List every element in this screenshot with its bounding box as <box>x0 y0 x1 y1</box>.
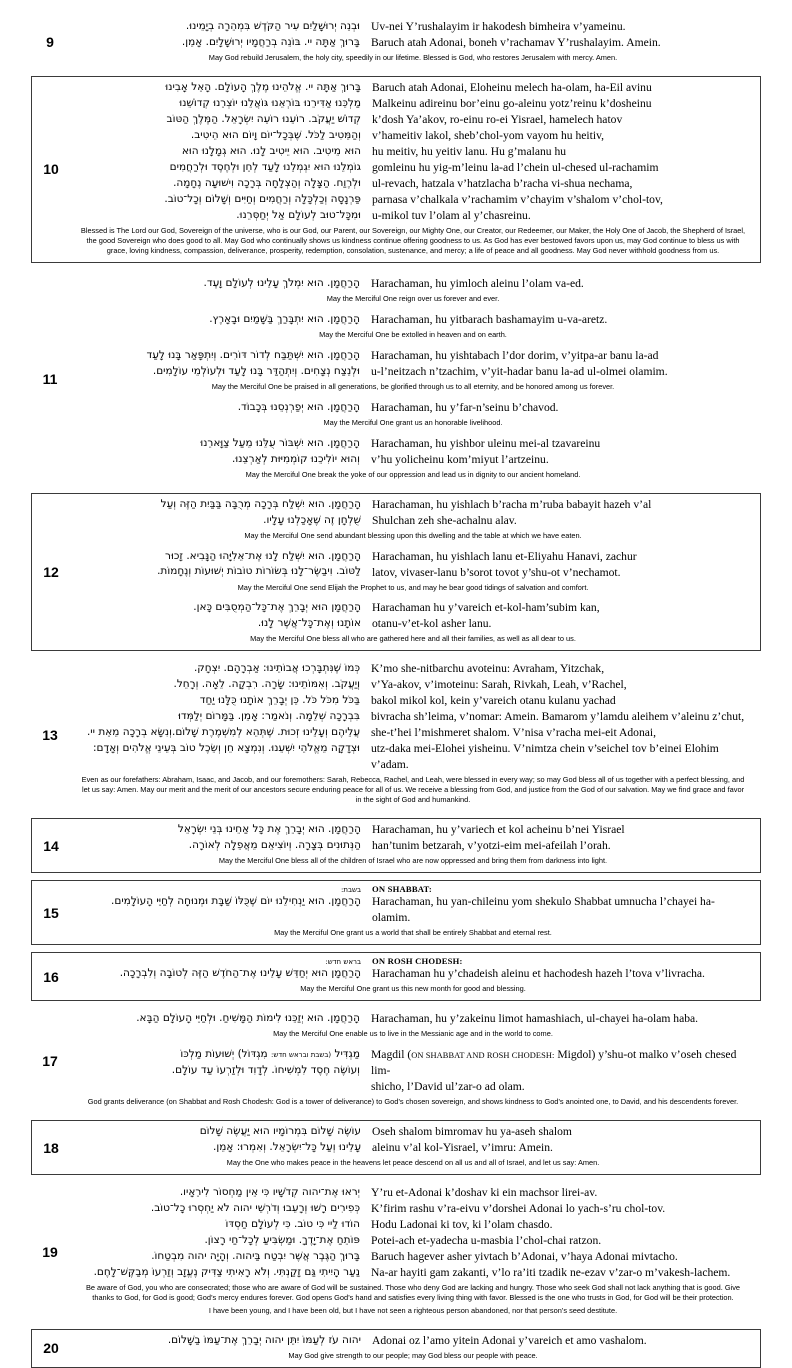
english-translation: Be aware of God, you who are consecrated; those who are aware of God will be sustained. Those who deny God are lacking and hungry. Those who seek God shall not lack anything that is good. Give thanks to God, for God is good; God’s mercy endures forever. God opens God’s hand and satisfies every living thing with favor. Blessed is the one who trusts in God, for God will be their protection. <box>85 1282 741 1302</box>
section-14-body <box>70 819 760 872</box>
bilingual-block <box>69 661 757 773</box>
transliteration-text <box>370 1333 756 1349</box>
hebrew-line: בַּכֹּל מִכֹּל כֹּל. כֵּן יְבָרֵךְ אוֹתָנוּ כֻּלָּנוּ יַחַד <box>199 694 360 707</box>
hebrew-line: פּוֹתֵחַ אֶת־יָדֶךָ. וּמַשְׂבִּיעַ לְכָל־חַי רָצוֹן. <box>204 1233 360 1246</box>
english-translation: May the Merciful One grant us this new month for good and blessing. <box>300 984 526 994</box>
translit-line: v’adam. <box>371 758 409 772</box>
english-translation: May the Merciful One reign over us forever and ever. <box>326 293 500 303</box>
hebrew-line: וּלְרֶוַח. הַצָּלָה וְהַצְלָחָה בְּרָכָה וִישׁוּעָה נֶחָמָה. <box>173 176 361 189</box>
magdil-hebrew-word: מַגְדִּיל <box>334 1048 360 1061</box>
section-9-body <box>69 16 761 69</box>
hebrew-line: בָּרוּךְ אַתָּה יי. בּוֹנֵה בְרַחֲמָיו יְרוּשָׁלָיִם. אָמֵן. <box>181 35 360 48</box>
hebrew-line: וְיַעֲקֹב. וְאִמּוֹתֵינוּ: שָׂרָה. רִבְקָה. לֵאָה. וְרָחֵל. <box>173 678 360 691</box>
section-15 <box>31 880 761 945</box>
hebrew-text <box>69 400 369 416</box>
translit-line: K’firim rashu v’ra-eivu v’dorshei Adonai lo yach-s’ru chol-tov. <box>371 1202 666 1215</box>
translit-line: Shulchan zeh she-achalnu alav. <box>372 513 517 527</box>
hebrew-line: בִּבְרָכָה שְׁלֵמָה. וְנֹאמַר: אָמֵן. בַּמָּרוֹם יְלַמְּדוּ <box>178 710 360 723</box>
spacer <box>0 1113 792 1120</box>
bilingual-block <box>70 497 756 529</box>
hebrew-text <box>69 1185 369 1281</box>
hebrew-line: שֻׁלְחָן זֶה שֶׁאָכַלְנוּ עָלָיו. <box>263 513 361 526</box>
hebrew-line: הָרַחֲמָן. הוּא יְפַרְנְסֵנוּ בְּכָבוֹד. <box>237 400 360 413</box>
translit-line: Harachaman, hu y’variech et kol acheinu b’nei Yisrael <box>372 823 625 837</box>
translit-line: bakol mikol kol, kein y’vareich otanu kulanu yachad <box>371 694 616 708</box>
section-17-body <box>69 1008 761 1113</box>
bilingual-block <box>69 348 757 380</box>
english-translation: May the Merciful One break the yoke of our oppression and lead us in dignity to our ancient homeland. <box>245 469 581 479</box>
english-translation: May the Merciful One grant us an honorable livelihood. <box>323 417 503 427</box>
translit-line: Adonai oz l’amo yitein Adonai y’vareich et amo vashalom. <box>372 1333 647 1347</box>
translit-line-magdil <box>371 1047 757 1079</box>
spacer <box>0 651 792 658</box>
translit-line: hu meitiv, hu yeitiv lanu. Hu g’malanu hu <box>372 144 567 158</box>
translit-line: parnasa v’chalkala v’rachamim v’chayim v’shalom v’chol-tov, <box>372 192 663 206</box>
translit-line: u-mikol tuv l’olam al y’chasreinu. <box>372 208 531 222</box>
rubric-hebrew: בראש חדש: <box>325 958 361 967</box>
english-translation: May the Merciful One bless all who are gathered here and all their families, as well as all dear to us. <box>250 634 576 644</box>
magdil-translit-pre: Magdil ( <box>371 1048 412 1062</box>
bilingual-block <box>70 1124 756 1156</box>
hebrew-line: הָרַחֲמָן הוּא יְבָרֵךְ אֶת־כָּל־הַמְסֻבִּים כָּאן. <box>193 601 361 614</box>
translit-line: Harachaman, hu yishbor uleinu mei-al tzavareinu <box>371 436 601 450</box>
translit-line: ul-revach, hatzala v’hatzlacha b’racha vi-shua nechama, <box>372 176 633 190</box>
transliteration-text <box>370 1124 756 1156</box>
english-translation: May God give strength to our people; may God bless our people with peace. <box>288 1350 538 1360</box>
hebrew-line: בָּרוּךְ הַגֶּבֶר אֲשֶׁר יִבְטַח בַּיהוה. וְהָיָה יהוה מִבְטַחוֹ. <box>151 1249 360 1262</box>
english-translation: May the One who makes peace in the heavens let peace descend on all us and all of Israel, and let us say: Amen. <box>226 1158 600 1168</box>
section-number-17: 17 <box>42 1052 58 1069</box>
translit-line: aleinu v’al kol-Yisrael, v’imru: Amein. <box>372 1141 553 1155</box>
translit-line: Y’ru et-Adonai k’doshav ki ein machsor lirei-av. <box>371 1186 598 1200</box>
hebrew-line: הָרַחֲמָן. הוּא יְבָרֵךְ אֶת כָּל אַחֵינוּ בְּנֵי יִשְׂרָאֵל <box>177 823 361 836</box>
translit-line: Malkeinu adireinu bor’einu go-aleinu yotz’reinu k’dosheinu <box>372 96 652 110</box>
transliteration-text <box>369 1011 757 1027</box>
hebrew-text <box>70 549 370 581</box>
translit-line: Na-ar hayiti gam zakanti, v’lo ra’iti tzadik ne-ezav v’zar-o m’vakesh-lachem. <box>371 1265 731 1279</box>
english-translation: Blessed is The Lord our God, Sovereign of the universe, who is our God, our Parent, our Sovereign, our Mighty One, our Creator, our Redeemer, our Maker, the Holy One of Jacob, the Shepherd of Israel, the good Sovereign who does good to all. May God who continually shows us kindness continue offering goodness to us. As God has ever bestowed favors upon us, may God continue to bless us with grace, loving kindness, compassion, deliverance, prosperity, redemption, consolation, sustenance, and mercy; a life of peace and all goodness. May God never withhold goodness from us. <box>80 225 746 255</box>
section-17 <box>31 1008 761 1113</box>
section-9 <box>31 16 761 69</box>
hebrew-line-magdil <box>69 1047 360 1063</box>
transliteration-text <box>369 19 757 51</box>
hebrew-text <box>69 661 369 757</box>
hebrew-line: הָרַחֲמָן. הוּא יִתְבָּרַךְ בַּשָּׁמַיִם וּבָאָרֶץ. <box>209 312 360 325</box>
transliteration-text <box>370 549 756 581</box>
magdil-hebrew-alt: מִגְדּוֹל) <box>237 1048 268 1061</box>
translit-line: v’hu yolicheinu kom’miyut l’artzeinu. <box>371 452 549 466</box>
section-11-body <box>69 273 761 486</box>
english-translation: May the Merciful One be extolled in heaven and on earth. <box>319 329 507 339</box>
bilingual-block <box>69 19 757 51</box>
magdil-hebrew-rubric: (בשבת ובראש חדש: <box>271 1051 332 1060</box>
hebrew-line: וּצְדָקָה מֵאֱלֹהֵי יִשְׁעֵנוּ. וְנִמְצָא חֵן וְשֵׂכֶל טוֹב בְּעֵינֵי אֱלֹהִים וְאָדָם: <box>92 742 360 755</box>
translit-line: v’Ya-akov, v’imoteinu: Sarah, Rivkah, Leah, v’Rachel, <box>371 678 627 692</box>
translit-line: Harachaman hu y’vareich et-kol-ham’subim kan, <box>372 601 600 615</box>
translit-line: k’dosh Ya’akov, ro-einu ro-ei Yisrael, hamelech hatov <box>372 112 623 126</box>
section-19-body <box>69 1182 761 1322</box>
hebrew-line: וּמִכָּל־טוּב לְעוֹלָם אַל יְחַסְּרֵנוּ. <box>236 208 361 221</box>
section-number-20: 20 <box>43 1340 59 1357</box>
translit-line: han’tunim betzarah, v’yotzi-eim mei-afeilah l’orah. <box>372 839 611 853</box>
hebrew-line: וְהוּא יוֹלִיכֵנוּ קוֹמְמִיּוּת לְאַרְצֵנוּ. <box>232 452 360 465</box>
section-number-19: 19 <box>42 1243 58 1260</box>
hebrew-line: הָרַחֲמָן. הוּא יְזַכֵּנוּ לִימוֹת הַמָּשִׁיחַ. וּלְחַיֵּי הָעוֹלָם הַבָּא. <box>136 1012 360 1025</box>
english-translation: May the Merciful One send abundant blessing upon this dwelling and the table at which we have eaten. <box>244 530 582 540</box>
transliteration-text <box>369 312 757 328</box>
section-10-body <box>70 77 760 262</box>
spacer <box>0 1175 792 1182</box>
spacer <box>0 873 792 880</box>
english-translation: Even as our forefathers: Abraham, Isaac, and Jacob, and our foremothers: Sarah, Rebecca, Rachel, and Leah, were blessed in every way; so may God bless all of us together with a perfect blessing, and let us say: Amen. May our merit and the merit of our ancestors secure enduring peace for all of us. We receive a blessing from God, and justice from the God of our salvation. May we find grace and favor in the sight of God and humankind. <box>81 775 745 805</box>
transliteration-text <box>370 600 756 632</box>
bilingual-block <box>70 966 756 982</box>
hebrew-line: נַעַר הָיִיתִי גַּם זָקַנְתִּי. וְלֹא רָאִיתִי צַדִּיק נֶעֱזָב וְזַרְעוֹ מְבַקֶּשׁ־לָחֶם. <box>93 1265 360 1278</box>
transliteration-text <box>369 400 757 416</box>
hebrew-text <box>69 348 369 380</box>
magdil-translit-rest: Migdol) y’shu-ot malko v’oseh chesed lim- <box>371 1048 737 1078</box>
hebrew-text <box>69 19 369 51</box>
hebrew-line: כְּפִירִים רָשׁוּ וְרָעֵבוּ וְדֹרְשֵׁי יהוה לֹא יַחְסְרוּ כָל־טוֹב. <box>150 1201 360 1214</box>
hebrew-line: פַּרְנָסָה וְכַלְכָּלָה וְרַחֲמִים וְחַיִּים וְשָׁלוֹם וְכָל־טוֹב. <box>164 192 361 205</box>
translit-line: Harachaman, hu y’zakeinu limot hamashiach, ul-chayei ha-olam haba. <box>371 1012 699 1026</box>
translit-line: Harachaman, hu y’far-n’seinu b’chavod. <box>371 400 559 414</box>
hebrew-line: וְהַמֵּטִיב לַכֹּל. שֶׁבְּכָל־יוֹם וָיוֹם הוּא הֵיטִיב. <box>190 128 361 141</box>
bilingual-block <box>69 400 757 416</box>
hebrew-line: עָלֵינוּ וְעַל כָּל־יִשְׂרָאֵל. וְאִמְרוּ: אָמֵן. <box>213 1141 361 1154</box>
section-number-18: 18 <box>43 1139 59 1156</box>
hebrew-line: וּבְנֵה יְרוּשָׁלַיִם עִיר הַקֹּדֶשׁ בִּמְהֵרָה בְיָמֵינוּ. <box>185 20 360 32</box>
translit-line: olamim. <box>372 911 411 925</box>
hebrew-text <box>70 966 370 982</box>
translit-line: Harachaman, hu yimloch aleinu l’olam va-ed. <box>371 276 584 290</box>
section-14 <box>31 818 761 873</box>
translit-line: Potei-ach et-yadecha u-masbia l’chol-chai ratzon. <box>371 1233 602 1247</box>
section-20-body <box>70 1330 760 1367</box>
hebrew-line: הוֹדוּ לַיי כִּי טוֹב. כִּי לְעוֹלָם חַסְדּוֹ <box>225 1217 360 1230</box>
translit-line: K’mo she-nitbarchu avoteinu: Avraham, Yitzchak, <box>371 662 605 676</box>
translit-line: Hodu Ladonai ki tov, ki l’olam chasdo. <box>371 1217 553 1231</box>
bilingual-block-magdil <box>69 1047 757 1095</box>
transliteration-text <box>370 894 756 926</box>
transliteration-text <box>369 1185 757 1281</box>
hebrew-line: אוֹתָנוּ וְאֶת־כָּל־אֲשֶׁר לָנוּ. <box>257 617 361 630</box>
hebrew-text <box>70 600 370 632</box>
translit-line: Harachaman, hu yishtabach l’dor dorim, v’yitpa-ar banu la-ad <box>371 348 659 362</box>
translit-line: v’hameitiv lakol, sheb’chol-yom vayom hu heitiv, <box>372 128 605 142</box>
section-16 <box>31 952 761 1001</box>
hebrew-line: הָרַחֲמָן. הוּא יִשְׁלַח לָנוּ אֶת־אֵלִיָּהוּ הַנָּבִיא. זָכוּר <box>165 549 361 562</box>
rubric-hebrew: בשבת: <box>340 886 361 895</box>
hebrew-line: וְעוֹשֶׂה חֶסֶד לִמְשִׁיחוֹ. לְדָוִד וּלְזַרְעוֹ עַד עוֹלָם. <box>171 1064 360 1077</box>
translit-line: Harachaman, hu yishlach lanu et-Eliyahu Hanavi, zachur <box>372 549 637 563</box>
hebrew-text <box>70 80 370 224</box>
translit-line: Harachaman, hu yitbarach bashamayim u-va-aretz. <box>371 312 608 326</box>
rubric-english: ON SHABBAT: <box>372 884 432 895</box>
hebrew-line: הָרַחֲמָן. הוּא יִמְלֹךְ עָלֵינוּ לְעוֹלָם וָעֶד. <box>203 276 360 289</box>
translit-line: latov, vivaser-lanu b’sorot tovot y’shu-ot v’nechamot. <box>372 565 621 579</box>
bilingual-block <box>70 822 756 854</box>
section-19 <box>31 1182 761 1322</box>
hebrew-text <box>69 276 369 292</box>
section-13 <box>31 658 761 811</box>
spacer <box>0 69 792 76</box>
hebrew-text <box>70 1124 370 1156</box>
hebrew-line: וּלְנֵצַח נְצָחִים. וְיִתְהַדַּר בָּנוּ לָעַד וּלְעוֹלְמֵי עוֹלָמִים. <box>152 364 360 377</box>
section-15-body <box>70 881 760 944</box>
spacer <box>0 486 792 493</box>
bilingual-block <box>70 549 756 581</box>
translit-line: shicho, l’David ul’zar-o ad olam. <box>371 1080 525 1094</box>
section-number-10: 10 <box>43 161 59 178</box>
hebrew-text <box>69 1011 369 1027</box>
section-number-12: 12 <box>43 564 59 580</box>
rubric-on-shabbat <box>70 884 756 894</box>
hebrew-line: לַטּוֹב. וִיבַשֶּׂר־לָנוּ בְּשׂוֹרוֹת טוֹבוֹת יְשׁוּעוֹת וְנֶחָמוֹת. <box>157 565 361 578</box>
section-number-11: 11 <box>42 371 58 388</box>
spacer <box>0 1001 792 1008</box>
hebrew-line: הוּא מֵיטִיב. הוּא יֵיטִיב לָנוּ. הוּא גְמָלָנוּ הוּא <box>181 144 361 157</box>
translit-line: utz-daka mei-Elohei yisheinu. V’nimtza chein v’seichel tov b’einei Elohim <box>371 742 719 756</box>
translit-line: Baruch atah Adonai, boneh v’rachamav Y’rushalayim. Amein. <box>371 35 661 49</box>
hebrew-line: הָרַחֲמָן. הוּא יִשְׁבּוֹר עֻלֵּנוּ מֵעַל צַוָּארֵנוּ <box>200 436 360 449</box>
bilingual-block <box>69 1011 757 1027</box>
hebrew-text <box>69 312 369 328</box>
translit-line: otanu-v’et-kol asher lanu. <box>372 617 492 631</box>
transliteration-text <box>369 348 757 380</box>
hebrew-line: הָרַחֲמָן. הוּא יַנְחִילֵנוּ יוֹם שֶׁכֻּלּוֹ שַׁבָּת וּמְנוּחָה לְחַיֵּי הָעוֹלָמִים. <box>111 895 361 908</box>
transliteration-text <box>369 276 757 292</box>
bilingual-block <box>70 1333 756 1349</box>
translit-line: Uv-nei Y’rushalayim ir hakodesh bimheira v’yameinu. <box>371 20 626 33</box>
hebrew-line: הָרַחֲמָן. הוּא יִשְׁתַּבַּח לְדוֹר דּוֹרִים. וְיִתְפָּאַר בָּנוּ לָעַד <box>146 348 360 361</box>
magdil-translit-rubric: ON SHABBAT AND ROSH CHODESH: <box>411 1051 555 1061</box>
transliteration-text <box>369 436 757 468</box>
spacer <box>0 263 792 273</box>
translit-line: Baruch atah Adonai, Eloheinu melech ha-olam, ha-Eil avinu <box>372 80 652 94</box>
translit-line: bivracha sh’leima, v’nomar: Amein. Bamarom y’lamdu aleihem v’aleinu z’chut, <box>371 710 745 724</box>
section-16-body <box>70 953 760 1000</box>
transliteration-text <box>369 1047 757 1095</box>
translit-line: Harachaman, hu yan-chileinu yom shekulo Shabbat umnucha l’chayei ha- <box>372 895 715 909</box>
section-12 <box>31 493 761 652</box>
rubric-on-rosh-chodesh <box>70 956 756 966</box>
section-number-15: 15 <box>43 904 59 921</box>
hebrew-text <box>70 894 370 910</box>
bilingual-block <box>70 600 756 632</box>
english-translation: May God rebuild Jerusalem, the holy city, speedily in our lifetime. Blessed is God, who restores Jerusalem with mercy. Amen. <box>208 52 618 62</box>
section-20 <box>31 1329 761 1368</box>
section-number-13: 13 <box>42 726 58 743</box>
english-translation: May the Merciful One send Elijah the Prophet to us, and may he bear good tidings of salvation and comfort. <box>237 582 589 592</box>
translit-line: Harachaman, hu yishlach b’racha m’ruba babayit hazeh v’al <box>372 497 652 511</box>
hebrew-line: יְראוּ אֶת־יהוה קְדֹשָׁיו כִּי אֵין מַחְסוֹר לִירֵאָיו. <box>179 1186 360 1199</box>
transliteration-text <box>370 80 756 224</box>
hebrew-text <box>70 1333 370 1349</box>
hebrew-line: הָרַחֲמָן הוּא יְחַדֵּשׁ עָלֵינוּ אֶת־הַחֹדֶשׁ הַזֶּה לְטוֹבָה וְלִבְרָכָה. <box>119 967 361 980</box>
transliteration-text <box>369 661 757 773</box>
translit-line: Harachaman hu y’chadeish aleinu et hachodesh hazeh l’tova v’livracha. <box>372 967 705 981</box>
hebrew-line: יהוה עֹז לְעַמּוֹ יִתֵּן יהוה יְבָרֵךְ אֶת־עַמּוֹ בַשָּׁלוֹם. <box>167 1333 361 1346</box>
hebrew-text <box>70 497 370 529</box>
transliteration-text <box>370 822 756 854</box>
bilingual-block <box>69 312 757 328</box>
transliteration-text <box>370 966 756 982</box>
hebrew-line: הָרַחֲמָן. הוּא יִשְׁלַח בְּרָכָה מְרֻבָּה בַּבַּיִת הַזֶּה וְעַל <box>160 497 361 510</box>
hebrew-text <box>69 436 369 468</box>
english-translation: May the Merciful One bless all of the children of Israel who are now oppressed and bring them from darkness into light. <box>218 856 608 866</box>
hebrew-line: קְדוֹשׁ יַעֲקֹב. רוֹעֵנוּ רוֹעֵה יִשְׂרָאֵל. הַמֶּלֶךְ הַטּוֹב <box>166 112 361 125</box>
hebrew-line: עֲלֵיהֶם וְעָלֵינוּ זְכוּת. שֶׁתְּהֵא לְמִשְׁמֶרֶת שָׁלוֹם.וְנִשָּׂא בְרָכָה מֵאֵת יי. <box>86 726 360 739</box>
english-translation-secondary: I have been young, and I have been old, but I have not seen a righteous person abandoned, nor that person’s seed destitute. <box>208 1305 618 1315</box>
magdil-hebrew-rest: יְשׁוּעוֹת מַלְכּוֹ <box>180 1048 235 1061</box>
translit-line: Oseh shalom bimromav hu ya-aseh shalom <box>372 1125 572 1139</box>
hebrew-line: עוֹשֶׂה שָׁלוֹם בִּמְרוֹמָיו הוּא יַעֲשֶׂה שָׁלוֹם <box>199 1125 361 1138</box>
bilingual-block <box>70 80 756 224</box>
translit-line: she-t’hei l’mishmeret shalom. V’nisa v’racha mei-eit Adonai, <box>371 726 657 740</box>
rubric-english: ON ROSH CHODESH: <box>372 956 463 967</box>
bilingual-block <box>69 436 757 468</box>
spacer <box>0 1322 792 1329</box>
spacer <box>0 945 792 952</box>
hebrew-line: בָּרוּךְ אַתָּה יי. אֱלֹהֵינוּ מֶלֶךְ הָעוֹלָם. הָאֵל אָבִינוּ <box>165 80 361 93</box>
section-12-body <box>70 494 760 651</box>
translit-line: gomleinu hu yig-m’leinu la-ad l’chein ul-chesed ul-rachamim <box>372 160 659 174</box>
section-number-14: 14 <box>43 837 59 854</box>
bilingual-block <box>69 1185 757 1281</box>
section-18 <box>31 1120 761 1175</box>
translit-line: Baruch hagever asher yivtach b’Adonai, v’haya Adonai mivtacho. <box>371 1249 678 1263</box>
bilingual-block <box>69 276 757 292</box>
translit-line: u-l’neitzach n’tzachim, v’yit-hadar banu la-ad ul-olmei olamim. <box>371 364 668 378</box>
transliteration-text <box>370 497 756 529</box>
bilingual-block <box>70 894 756 926</box>
section-number-16: 16 <box>43 968 59 985</box>
english-translation: May the Merciful One grant us a world that shall be entirely Shabbat and eternal rest. <box>274 928 552 938</box>
english-translation: May the Merciful One be praised in all generations, be glorified through us to all eternity, and be honored among us forever. <box>211 381 615 391</box>
hebrew-text <box>69 1047 369 1079</box>
hebrew-text <box>70 822 370 854</box>
section-18-body <box>70 1121 760 1174</box>
section-11 <box>31 273 761 486</box>
section-10 <box>31 76 761 263</box>
english-translation: God grants deliverance (on Shabbat and Rosh Chodesh: God is a tower of deliverance) to God’s chosen sovereign, and shows kindness to God’s anointed one, to David, and his descendents forever. <box>87 1097 739 1107</box>
section-13-body <box>69 658 761 811</box>
english-translation: May the Merciful One enable us to live in the Messianic age and in the world to come. <box>273 1029 553 1039</box>
hebrew-line: גוֹמְלֵנוּ הוּא יִגְמְלֵנוּ לָעַד לְחֵן וּלְחֶסֶד וּלְרַחֲמִים <box>169 160 361 173</box>
hebrew-line: מַלְכֵּנוּ אַדִּירֵנוּ בּוֹרְאֵנוּ גּוֹאֲלֵנוּ יוֹצְרֵנוּ קְדוֹשֵׁנוּ <box>179 96 361 109</box>
hebrew-line: כְּמוֹ שֶׁנִּתְבָּרְכוּ אֲבוֹתֵינוּ: אַבְרָהָם. יִצְחָק. <box>193 662 360 675</box>
top-padding <box>0 0 792 16</box>
hebrew-line: הַנְּתוּנִים בְּצָרָה. וְיוֹצִיאֵם מֵאֲפֵלָה לְאוֹרָה. <box>188 839 361 852</box>
spacer <box>0 811 792 818</box>
section-number-9: 9 <box>46 34 54 51</box>
